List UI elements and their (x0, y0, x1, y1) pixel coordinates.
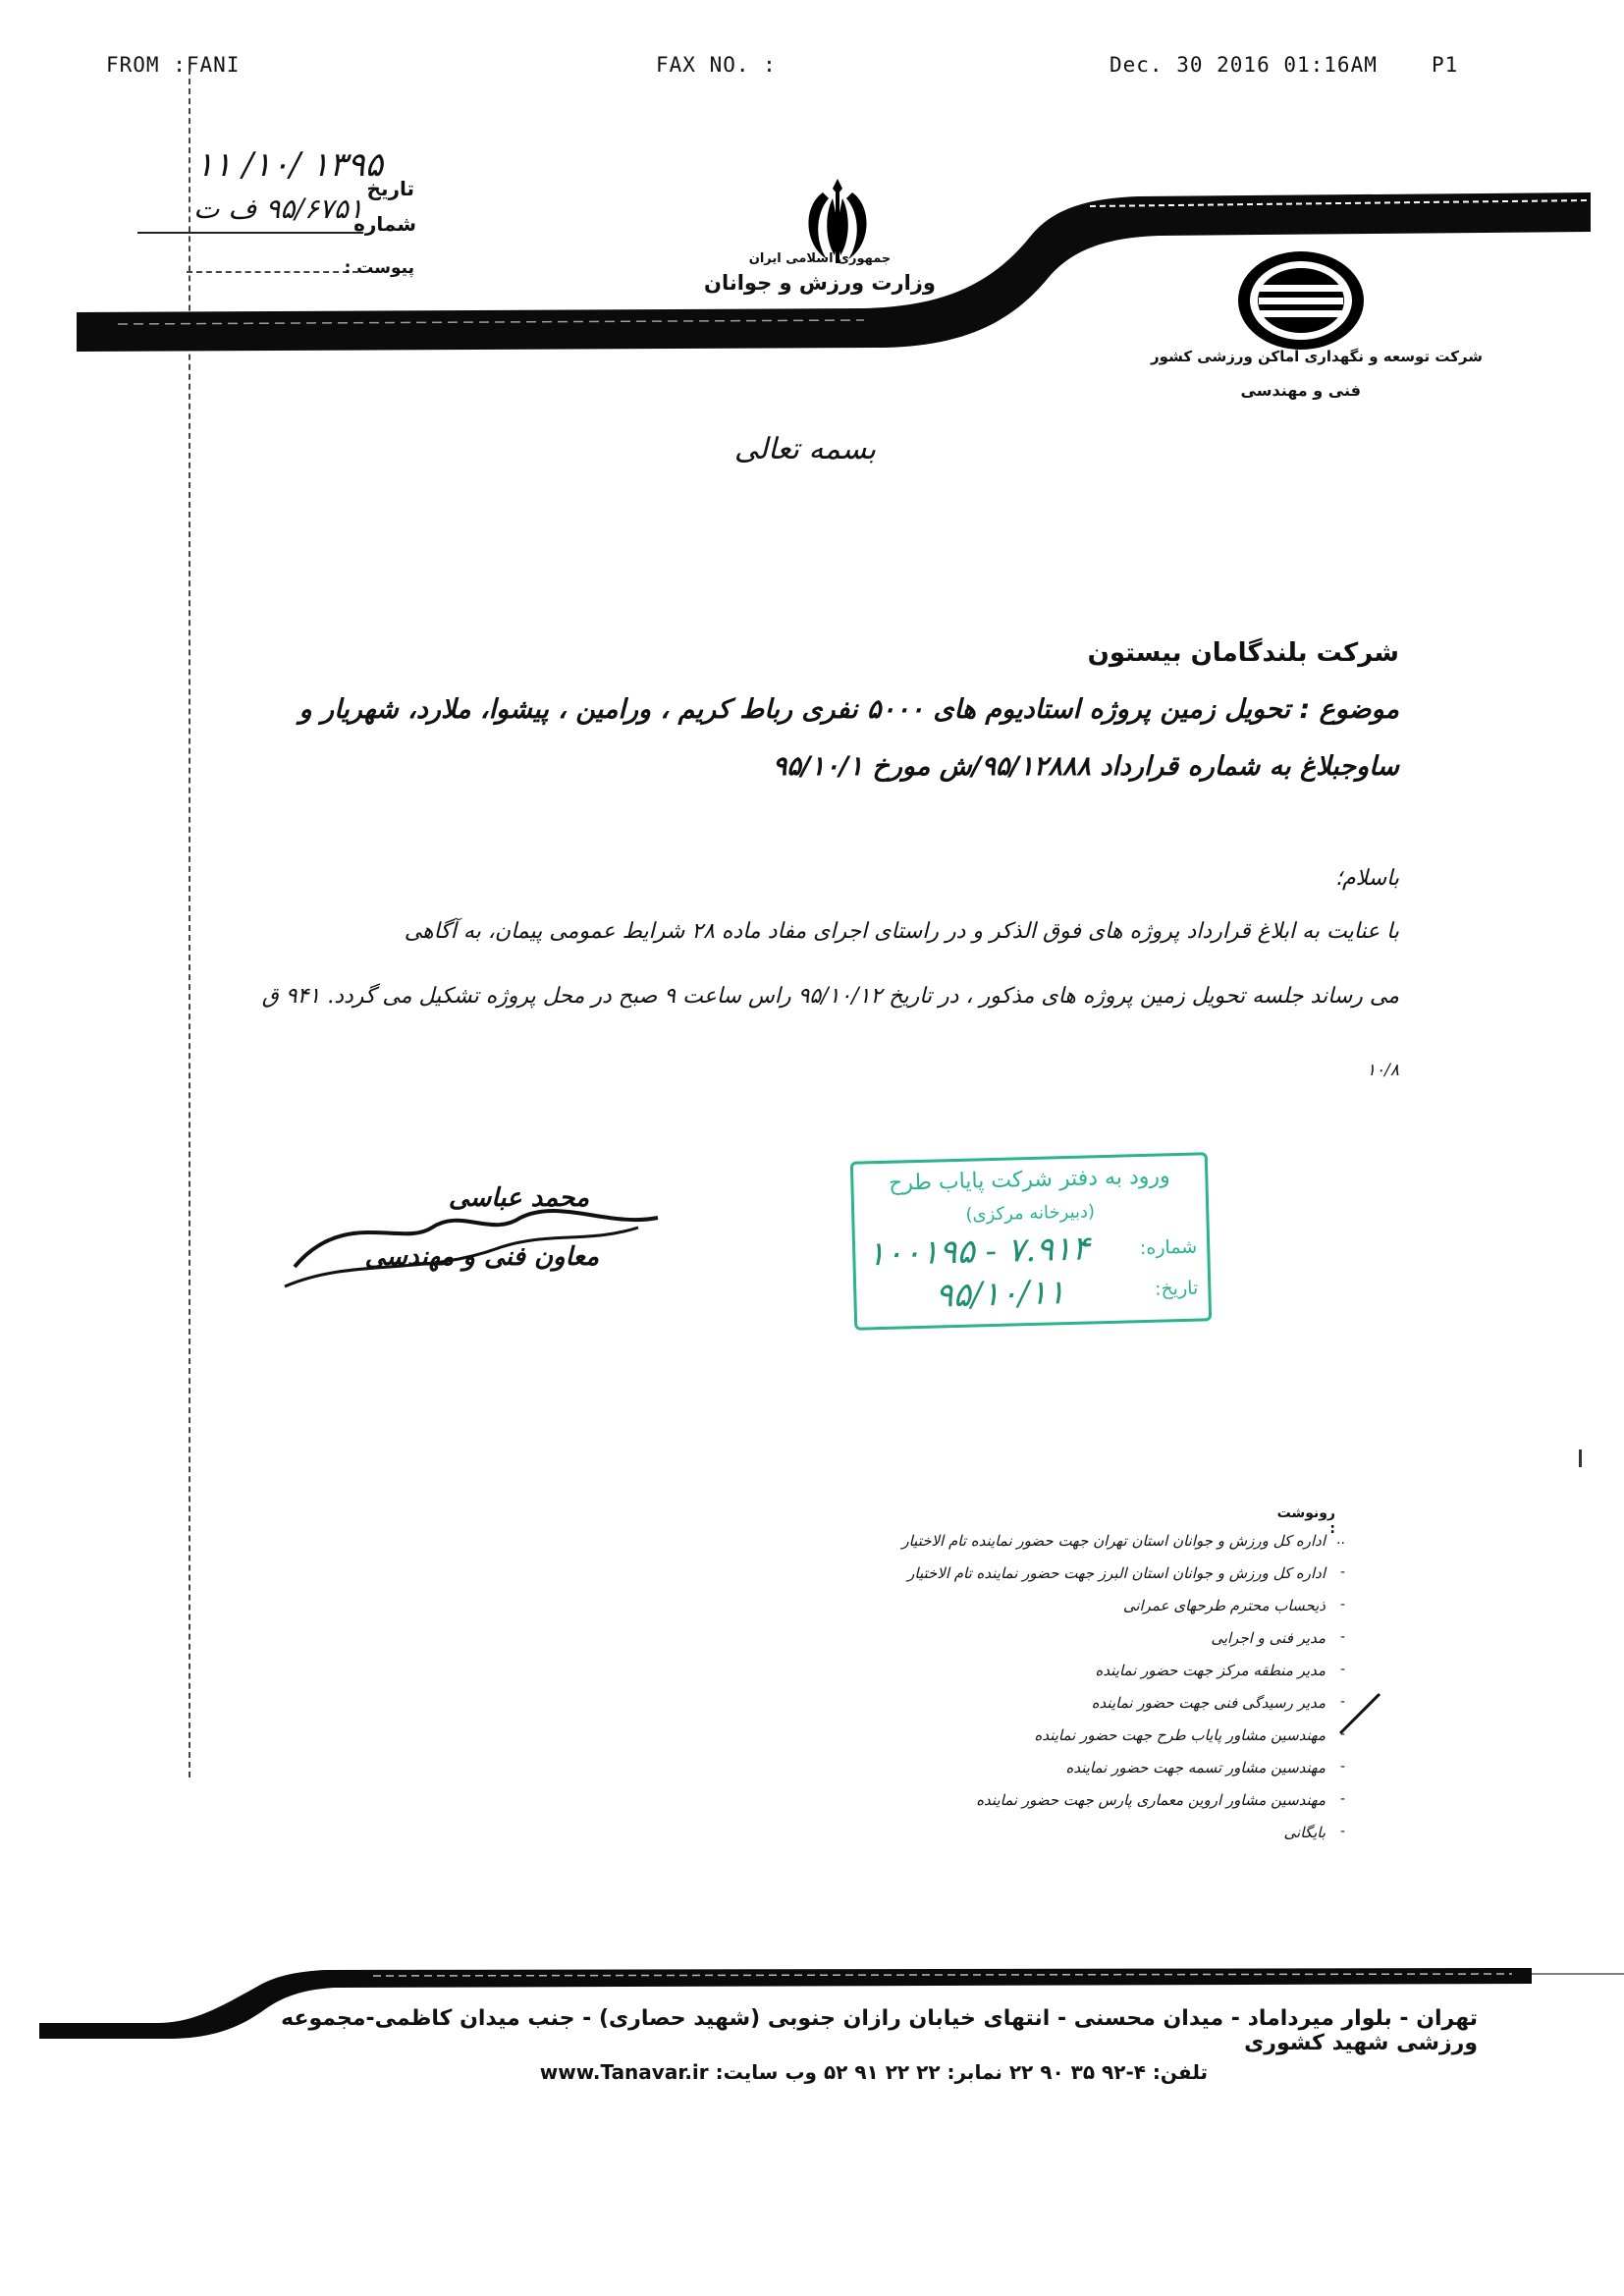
cc-item: اداره کل ورزش و جوانان استان البرز جهت حضور نماینده تام الاختیار - (907, 1564, 1345, 1582)
body-line-2: می رساند جلسه تحویل زمین پروژه های مذکور ، در تاریخ ۹۵/۱۰/۱۲ راس ساعت ۹ صبح در محل پروژه تشکیل می گردد. ۹۴۱ ق (261, 984, 1399, 1009)
cc-title: رونوشت : (1276, 1505, 1335, 1537)
company-department: فنی و مهندسی (1240, 381, 1361, 400)
cc-item: مهندسین مشاور اروین معماری پارس جهت حضور نماینده - (976, 1791, 1345, 1809)
ministry-name: وزارت ورزش و جوانان (704, 271, 936, 295)
cc-item: بایگانی - (1283, 1824, 1345, 1841)
stamp-title: ورود به دفتر شرکت پایاب طرح (888, 1164, 1170, 1196)
cc-item: مدیر فنی و اجرایی - (1211, 1629, 1345, 1647)
number-label: شماره (353, 212, 416, 236)
receipt-stamp (850, 1152, 1212, 1330)
ministry-country: جمهوری اسلامی ایران (748, 251, 892, 266)
subject-line-2: ساوجبلاغ به شماره قرارداد ۹۵/۱۲۸۸۸/ش مورخ ۹۵/۱۰/۱ (772, 751, 1399, 782)
date-value: ۱۳۹۵ /۱۰/ ۱۱ (195, 145, 383, 185)
besmellah: بسمه تعالی (733, 432, 877, 466)
checkmark-icon (1335, 1689, 1384, 1738)
cc-list (805, 1532, 1345, 1856)
fax-number: FAX NO. : (656, 53, 777, 77)
stamp-date-label: تاریخ: (1154, 1277, 1199, 1300)
edge-mark (1579, 1449, 1582, 1467)
footer-contact: تلفن: ۴-۹۲ ۳۵ ۹۰ ۲۲ نمابر: ۲۲ ۲۲ ۹۱ ۵۲ وب سایت: www.Tanavar.ir (539, 2060, 1208, 2084)
cc-item: مدیر رسیدگی فنی جهت حضور نماینده - (1091, 1694, 1345, 1712)
body-line-3: ۱۰/۸ (1366, 1061, 1399, 1080)
fax-page: P1 (1432, 53, 1459, 77)
number-value: ۹۵/۶۷۵۱ ف ت (193, 192, 363, 225)
header-band (0, 177, 1624, 363)
body-line-1: با عنایت به ابلاغ قرارداد پروژه های فوق الذکر و در راستای اجرای مفاد ماده ۲۸ شرایط عمومی پیمان، به آگاهی (404, 919, 1399, 944)
subject-line-1: موضوع : تحویل زمین پروژه استادیوم های ۵۰۰۰ نفری رباط کریم ، ورامین ، پیشوا، ملارد، شهریار و (298, 694, 1399, 725)
cc-item: مدیر منطقه مرکز جهت حضور نماینده - (1095, 1662, 1345, 1679)
company-logo-icon (1235, 247, 1368, 354)
cc-item: مهندسین مشاور پایاب طرح جهت حضور نماینده - (1034, 1726, 1345, 1744)
fax-timestamp: Dec. 30 2016 01:16AM (1110, 53, 1378, 77)
stamp-subtitle: (دبیرخانه مرکزی) (965, 1201, 1096, 1226)
company-name: شرکت توسعه و نگهداری اماکن ورزشی کشور (1151, 348, 1483, 365)
recipient: شرکت بلندگامان بیستون (1087, 638, 1399, 668)
stamp-number-value: ۱۰۰۱۹۵ - ۷.۹۱۴ (866, 1229, 1091, 1275)
signatory-title: معاون فنی و مهندسی (364, 1242, 599, 1272)
cc-item: مهندسین مشاور تسمه جهت حضور نماینده - (1065, 1759, 1345, 1777)
date-label: تاریخ (366, 177, 414, 200)
cc-item: ذیحساب محترم طرحهای عمرانی - (1122, 1597, 1345, 1614)
attachment-label: پیوست : (344, 258, 414, 278)
cc-item: اداره کل ورزش و جوانان استان تهران جهت حضور نماینده تام الاختیار .. (901, 1532, 1345, 1550)
stamp-number-label: شماره: (1139, 1235, 1198, 1260)
footer-address: تهران - بلوار میرداماد - میدان محسنی - انتهای خیابان رازان جنوبی (شهید حصاری) - جنب میدان کاظمی-مجموعه ورزشی شهید کشوری (281, 2006, 1478, 2055)
signatory-name: محمد عباسی (448, 1183, 589, 1213)
stamp-date-value: ۹۵/۱۰/۱۱ (934, 1273, 1066, 1316)
salutation: باسلام؛ (1334, 866, 1399, 891)
fax-from: FROM :FANI (106, 53, 241, 77)
